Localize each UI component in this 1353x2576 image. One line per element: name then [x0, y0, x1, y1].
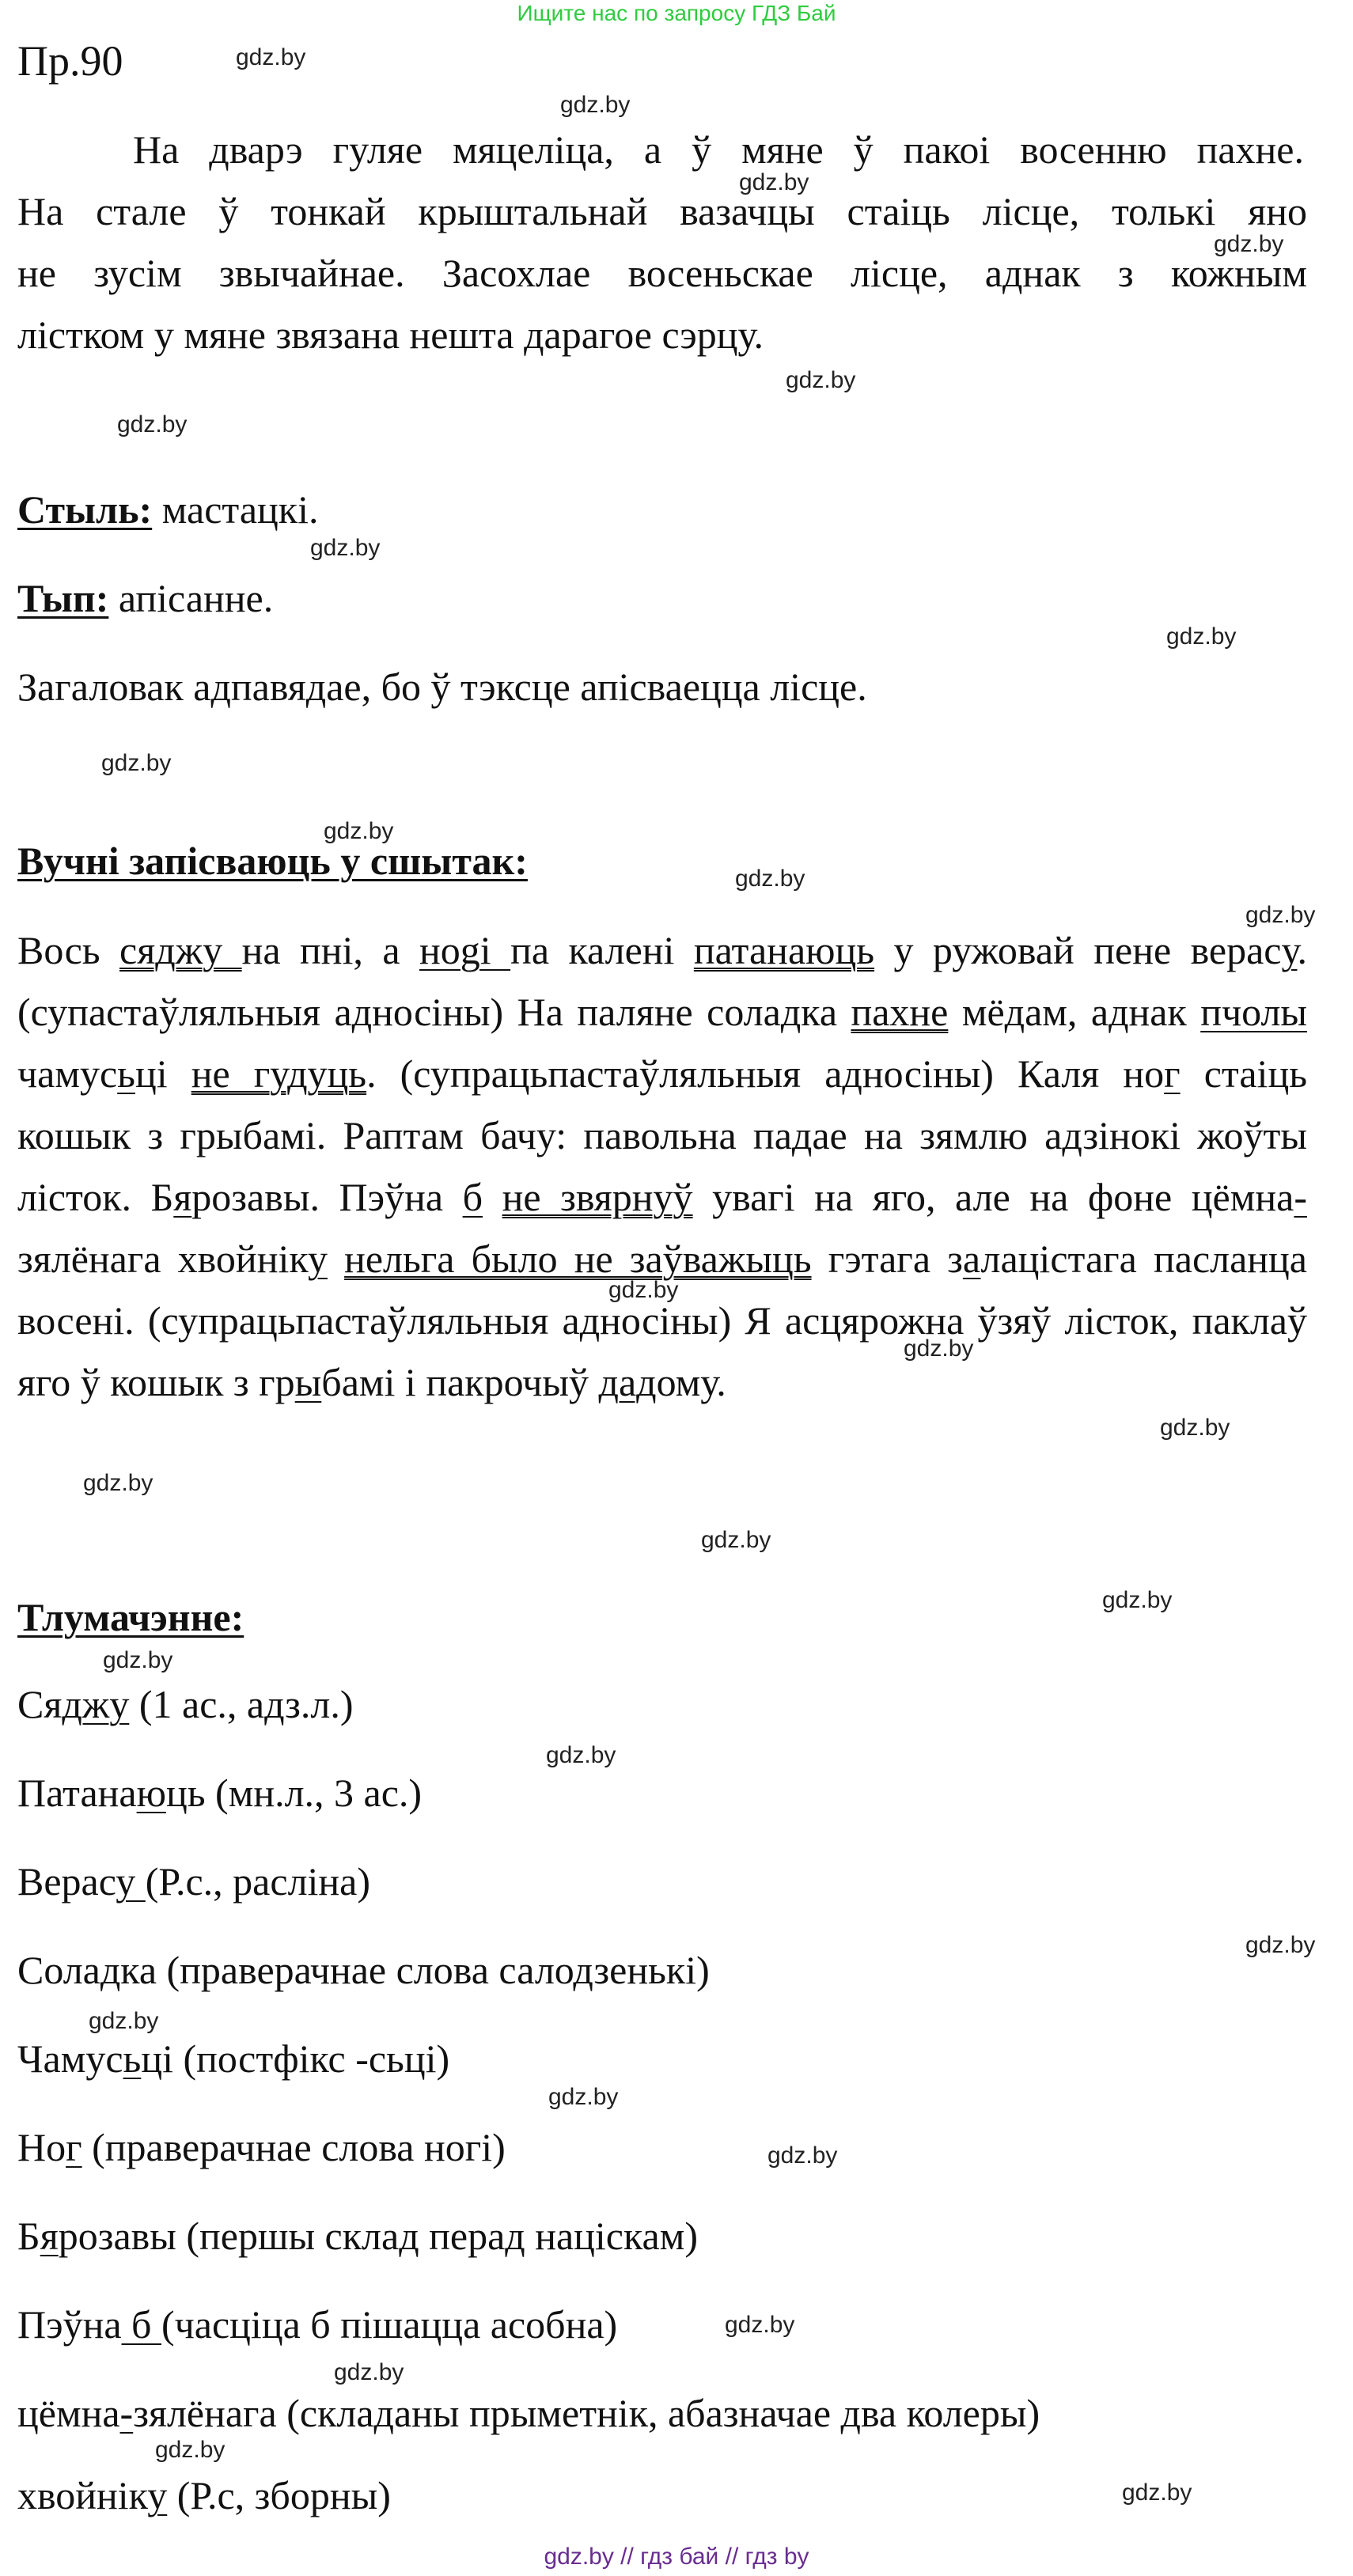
text-run: чамус — [17, 1051, 118, 1096]
text-run: Патана — [17, 1771, 137, 1815]
predicate: не гудуць — [191, 1051, 367, 1096]
explain-item — [17, 1679, 354, 1729]
watermark: gdz.by — [1245, 1932, 1316, 1958]
explain-item — [17, 1856, 370, 1907]
site-banner: Ищите нас по запросу ГДЗ Бай — [517, 1, 836, 25]
explain-item — [17, 2210, 698, 2261]
explain-item — [17, 1945, 710, 1995]
predicate: пахне — [851, 990, 949, 1034]
text-run: (часціца б пішацца асобна) — [161, 2302, 618, 2347]
text-run: Сола — [17, 1948, 100, 1992]
watermark: gdz.by — [103, 1647, 173, 1673]
text-run: ому. — [656, 1360, 726, 1404]
orthogram: у — [1281, 928, 1298, 972]
watermark: gdz.by — [546, 1742, 616, 1768]
explain-heading — [17, 1592, 244, 1642]
orthogram: а — [962, 1237, 981, 1281]
orthogram: г — [1164, 1051, 1181, 1096]
style-label: Стыль: — [17, 487, 153, 532]
text-run: у ружовай пене — [874, 928, 1191, 972]
footer-links[interactable]: gdz.by // гдз бай // гдз by — [544, 2544, 809, 2570]
text-run: Но — [17, 2125, 66, 2169]
orthogram: у — [116, 1859, 146, 1904]
text-run: стаіць кошык з грыбамі. Раптам бачу: павольна падае на зямлю адзінокі жоўты лісток. Б — [17, 1051, 1307, 1219]
watermark: gdz.by — [560, 92, 631, 118]
text-run: на пні, а — [241, 928, 419, 972]
text-run — [483, 1175, 502, 1219]
watermark: gdz.by — [1160, 1415, 1230, 1441]
text-run: ці — [135, 1051, 191, 1096]
watermark: gdz.by — [767, 2142, 838, 2169]
watermark: gdz.by — [117, 411, 188, 438]
watermark: gdz.by — [1245, 902, 1316, 928]
explain-item — [17, 2122, 506, 2173]
type-value: апісанне. — [108, 576, 274, 620]
orthogram: - — [119, 2391, 134, 2435]
text-run: лацістага пасланца восені. (супрацьпастаўляльныя адносіны) Я асцярожна ўзяў лісток, паклаў яго ў кошык з гр — [17, 1237, 1307, 1404]
text-run: (1 ас., адз.л.) — [129, 1682, 354, 1726]
watermark: gdz.by — [725, 2312, 795, 2338]
text-run: (праверачнае слова ногі) — [81, 2125, 506, 2169]
watermark: gdz.by — [1214, 231, 1284, 257]
text-run: . (супастаўляльныя адносіны) На паляне сола — [17, 928, 1307, 1034]
watermark: gdz.by — [1102, 1587, 1173, 1613]
style-line — [17, 484, 318, 535]
explain-item — [17, 2299, 617, 2350]
text-run: зялёнага хвойнік — [17, 1237, 308, 1281]
orthogram: д — [100, 1948, 121, 1992]
orthogram: я — [40, 2214, 59, 2258]
orthogram: - — [1294, 1175, 1307, 1219]
text-run: бамі і пакрочыў — [321, 1360, 599, 1404]
orthogram: ю — [136, 1771, 166, 1815]
text-run: ць (мн.л., 3 ас.) — [165, 1771, 423, 1815]
watermark: gdz.by — [310, 535, 381, 561]
orthogram: я — [173, 1175, 192, 1219]
watermark: gdz.by — [904, 1335, 974, 1362]
text-run: . (супрацьпастаўляльныя адносіны) Каля но — [366, 1051, 1165, 1096]
watermark: gdz.by — [334, 2359, 404, 2385]
orthogram: ь — [123, 2036, 142, 2081]
type-line — [17, 573, 273, 623]
text-run: Верас — [17, 1859, 116, 1904]
watermark: gdz.by — [739, 169, 809, 195]
text-run: зялёнага (складаны прыметнік, абазначае два колеры) — [133, 2391, 1040, 2435]
watermark: gdz.by — [89, 2008, 159, 2034]
watermark: gdz.by — [236, 44, 306, 70]
watermark: gdz.by — [1166, 623, 1237, 650]
orthogram: у — [147, 2473, 168, 2517]
text-run: увагі на яго, але на фоне цёмна — [692, 1175, 1294, 1219]
text-run: ка (праверачнае слова салодзенькі) — [120, 1948, 710, 1992]
watermark: gdz.by — [324, 818, 394, 844]
intro-line: На дварэ гуляе мяцеліца, а ў мяне ў пакоі восенню пахне. — [133, 127, 1304, 172]
text-run: Б — [17, 2214, 40, 2258]
text-run: гэтага з — [811, 1237, 963, 1281]
orthogram: ь — [117, 1051, 135, 1096]
predicate: сяджу — [119, 928, 242, 972]
text-run: хвойнік — [17, 2473, 148, 2517]
watermark: gdz.by — [155, 2437, 226, 2463]
watermark: gdz.by — [735, 866, 805, 892]
intro-line: На стале ў тонкай крыштальнай вазачцы стаіць лісце, толькі яно — [17, 189, 1307, 233]
watermark: gdz.by — [101, 750, 172, 776]
orthogram: г — [66, 2125, 82, 2169]
watermark: gdz.by — [1122, 2479, 1192, 2506]
text-run — [328, 1237, 344, 1281]
watermark: gdz.by — [608, 1277, 679, 1303]
type-label: Тып: — [17, 576, 109, 620]
notebook-heading — [17, 835, 528, 886]
text-run: ці (постфікс -сьці) — [141, 2036, 450, 2081]
subject: нogі — [419, 928, 511, 972]
orthogram: дад — [598, 1360, 657, 1404]
text-run: розавы. Пэўна — [191, 1175, 463, 1219]
orthogram: джу — [62, 1682, 130, 1726]
orthogram: б — [462, 1175, 483, 1219]
notebook-heading-text: Вучні запісваюць у сшытак: — [17, 839, 528, 883]
explain-item — [17, 2470, 391, 2521]
text-run: па калені — [510, 928, 694, 972]
orthogram: у — [307, 1237, 328, 1281]
notebook-text — [17, 919, 1307, 1413]
orthogram: б — [121, 2302, 161, 2347]
orthogram: д — [780, 990, 802, 1034]
text-run: вераc — [1190, 928, 1282, 972]
explain-item — [17, 1767, 422, 1818]
watermark: gdz.by — [548, 2084, 619, 2110]
orthogram: ы — [294, 1360, 322, 1404]
text-run: (Р.с., расліна) — [145, 1859, 371, 1904]
intro-line: не зусім звычайнае. Засохлае восеньскае лісце, аднак з кожным — [17, 251, 1307, 295]
watermark: gdz.by — [83, 1470, 153, 1496]
explain-item — [17, 2388, 1040, 2438]
text-run: Вось — [17, 928, 120, 972]
text-run: (Р.с, зборны) — [167, 2473, 391, 2517]
intro-line: лістком у мяне звязана нешта дарагое сэрцу. — [17, 313, 764, 357]
watermark: gdz.by — [786, 367, 856, 393]
predicate: нельга было не заўважыць — [344, 1237, 812, 1281]
text-run: мёдам, аднак — [948, 990, 1201, 1034]
text-run: ка — [801, 990, 851, 1034]
exercise-number: Пр.90 — [17, 37, 123, 85]
text-run: розавы (першы склад перад націскам) — [58, 2214, 699, 2258]
text-run: Пэўна — [17, 2302, 122, 2347]
style-value: мастацкі. — [152, 487, 319, 532]
predicate: патанаюць — [693, 928, 875, 972]
explain-item — [17, 2033, 449, 2084]
text-run: цёмна — [17, 2391, 120, 2435]
text-run: Чамус — [17, 2036, 123, 2081]
subject: пчолы — [1200, 990, 1307, 1034]
text-run: Ся — [17, 1682, 63, 1726]
title-note: Загаловак адпавядае, бо ў тэксце апісваецца лісце. — [17, 665, 867, 709]
explain-heading-text: Тлумачэнне: — [17, 1595, 244, 1639]
predicate: не звярнуў — [502, 1175, 693, 1219]
watermark: gdz.by — [701, 1527, 771, 1553]
